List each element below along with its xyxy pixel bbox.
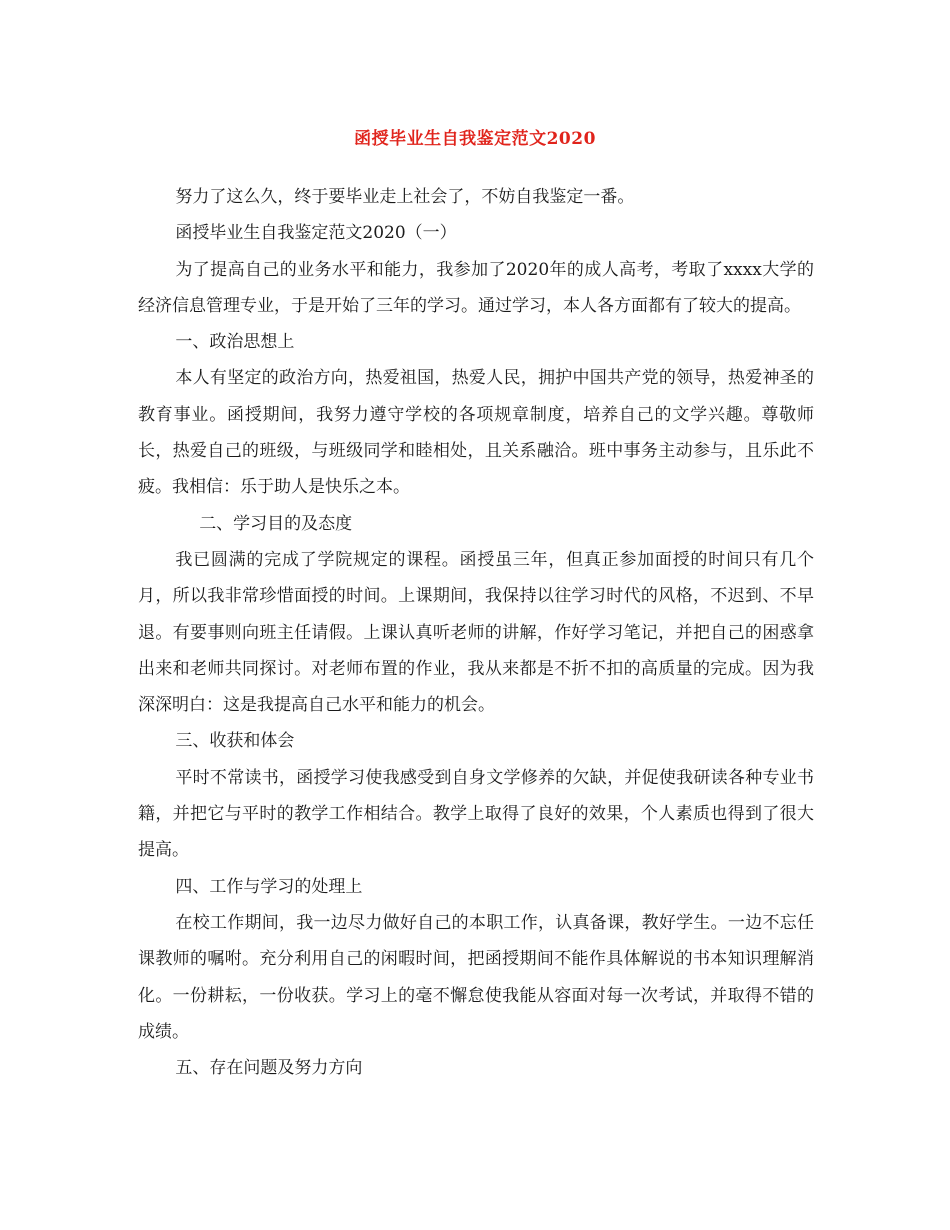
paragraph-study-attitude: 我已圆满的完成了学院规定的课程。函授虽三年，但真正参加面授的时间只有几个月，所以我非常珍惜面授的时间。上课期间，我保持以往学习时代的风格，不迟到、不早退。有要事则向班主任请假。上课认真听老师的讲解，作好学习笔记，并把自己的困惑拿出来和老师共同探讨。对老师布置的作业，我从来都是不折不扣的高质量的完成。因为我深深明白：这是我提高自己水平和能力的机会。	[138, 549, 814, 716]
paragraph-work-study: 在校工作期间，我一边尽力做好自己的本职工作，认真备课，教好学生。一边不忘任课教师的嘱咐。充分利用自己的闲暇时间，把函授期间不能作具体解说的书本知识理解消化。一份耕耘，一份收获。学习上的毫不懈怠使我能从容面对每一次考试，并取得不错的成绩。	[138, 912, 814, 1042]
paragraph-background: 为了提高自己的业务水平和能力，我参加了2020年的成人高考，考取了xxxx大学的经济信息管理专业，于是开始了三年的学习。通过学习，本人各方面都有了较大的提高。	[138, 259, 814, 316]
intro-paragraph: 努力了这么久，终于要毕业走上社会了，不妨自我鉴定一番。	[175, 187, 635, 207]
section-heading-politics: 一、政治思想上	[175, 332, 295, 353]
subtitle-heading: 函授毕业生自我鉴定范文2020（一）	[175, 223, 457, 244]
document-body	[138, 179, 814, 1086]
section-heading-gains: 三、收获和体会	[175, 731, 295, 752]
section-heading-problems: 五、存在问题及努力方向	[175, 1058, 363, 1079]
section-heading-work-study: 四、工作与学习的处理上	[175, 876, 363, 897]
document-title: 函授毕业生自我鉴定范文2020	[354, 129, 596, 149]
paragraph-politics: 本人有坚定的政治方向，热爱祖国，热爱人民，拥护中国共产党的领导，热爱神圣的教育事业。函授期间，我努力遵守学校的各项规章制度，培养自己的文学兴趣。尊敬师长，热爱自己的班级，与班级同学和睦相处，且关系融洽。班中事务主动参与，且乐此不疲。我相信：乐于助人是快乐之本。	[138, 368, 814, 498]
paragraph-gains: 平时不常读书，函授学习使我感受到自身文学修养的欠缺，并促使我研读各种专业书籍，并把它与平时的教学工作相结合。教学上取得了良好的效果，个人素质也得到了很大提高。	[138, 767, 814, 861]
section-heading-study-attitude: 二、学习目的及态度	[199, 513, 353, 534]
